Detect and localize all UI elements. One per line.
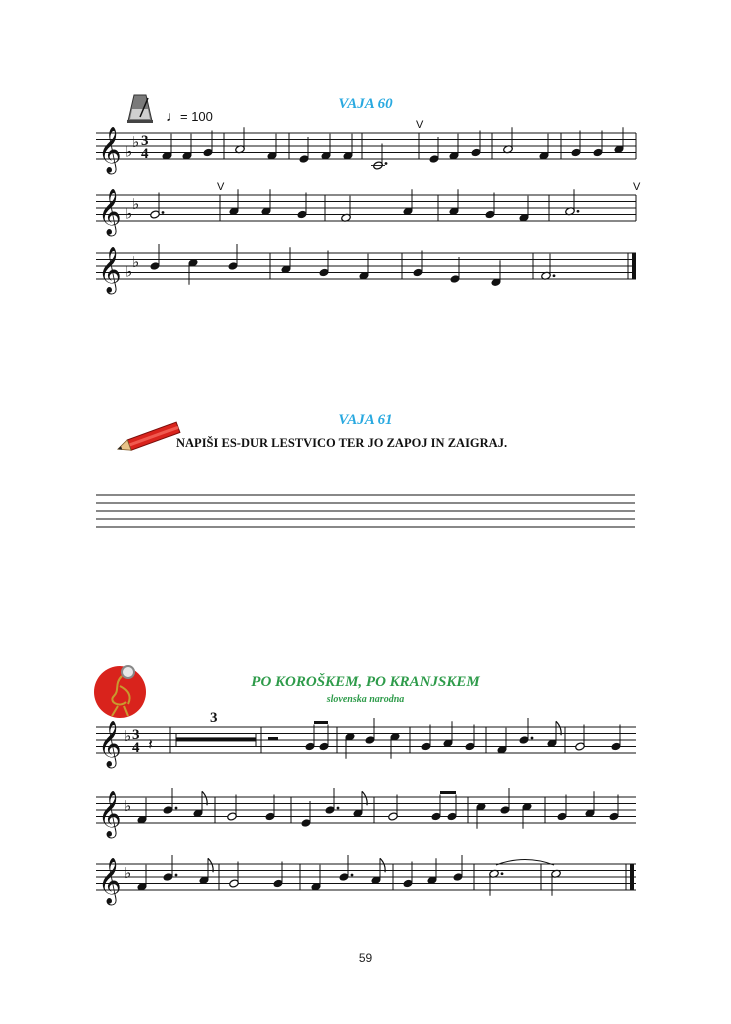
flat-icon: ♭ (125, 262, 133, 281)
treble-clef-icon: 𝄞 (98, 791, 122, 837)
exercise-61-title: VAJA 61 (338, 412, 393, 428)
flat-icon: ♭ (125, 142, 133, 161)
time-signature-bottom: 4 (132, 740, 140, 756)
treble-clef-icon: 𝄞 (98, 721, 122, 767)
treble-clef-icon: 𝄞 (98, 858, 122, 904)
song-subtitle: slovenska narodna (326, 694, 405, 705)
tempo-value: = 100 (180, 109, 213, 124)
flat-icon: ♭ (132, 194, 140, 213)
breath-mark: V (416, 119, 424, 131)
treble-clef-icon: 𝄞 (98, 127, 122, 173)
page-number: 59 (358, 951, 373, 965)
time-signature-top: 3 (141, 133, 149, 149)
exercise-61-instruction: NAPIŠI ES-DUR LESTVICO TER JO ZAPOJ IN ZAIGRAJ. (176, 436, 508, 450)
flat-icon: ♭ (125, 204, 133, 223)
flat-icon: ♭ (124, 863, 132, 882)
quarter-rest: 𝄽 (148, 734, 153, 754)
time-signature-bottom: 4 (141, 146, 149, 162)
quarter-note-icon: ♩ (166, 108, 180, 124)
treble-clef-icon: 𝄞 (98, 189, 122, 235)
breath-mark: V (217, 181, 225, 193)
time-signature-top: 3 (132, 727, 140, 743)
flat-icon: ♭ (124, 796, 132, 815)
flat-icon: ♭ (132, 132, 140, 151)
exercise-60-title: VAJA 60 (338, 96, 393, 112)
treble-clef-icon: 𝄞 (98, 247, 122, 293)
flat-icon: ♭ (124, 726, 132, 745)
multirest-count: 3 (210, 710, 218, 726)
flat-icon: ♭ (132, 252, 140, 271)
song-title: PO KOROŠKEM, PO KRANJSKEM (251, 674, 480, 690)
breath-mark: V (633, 181, 641, 193)
